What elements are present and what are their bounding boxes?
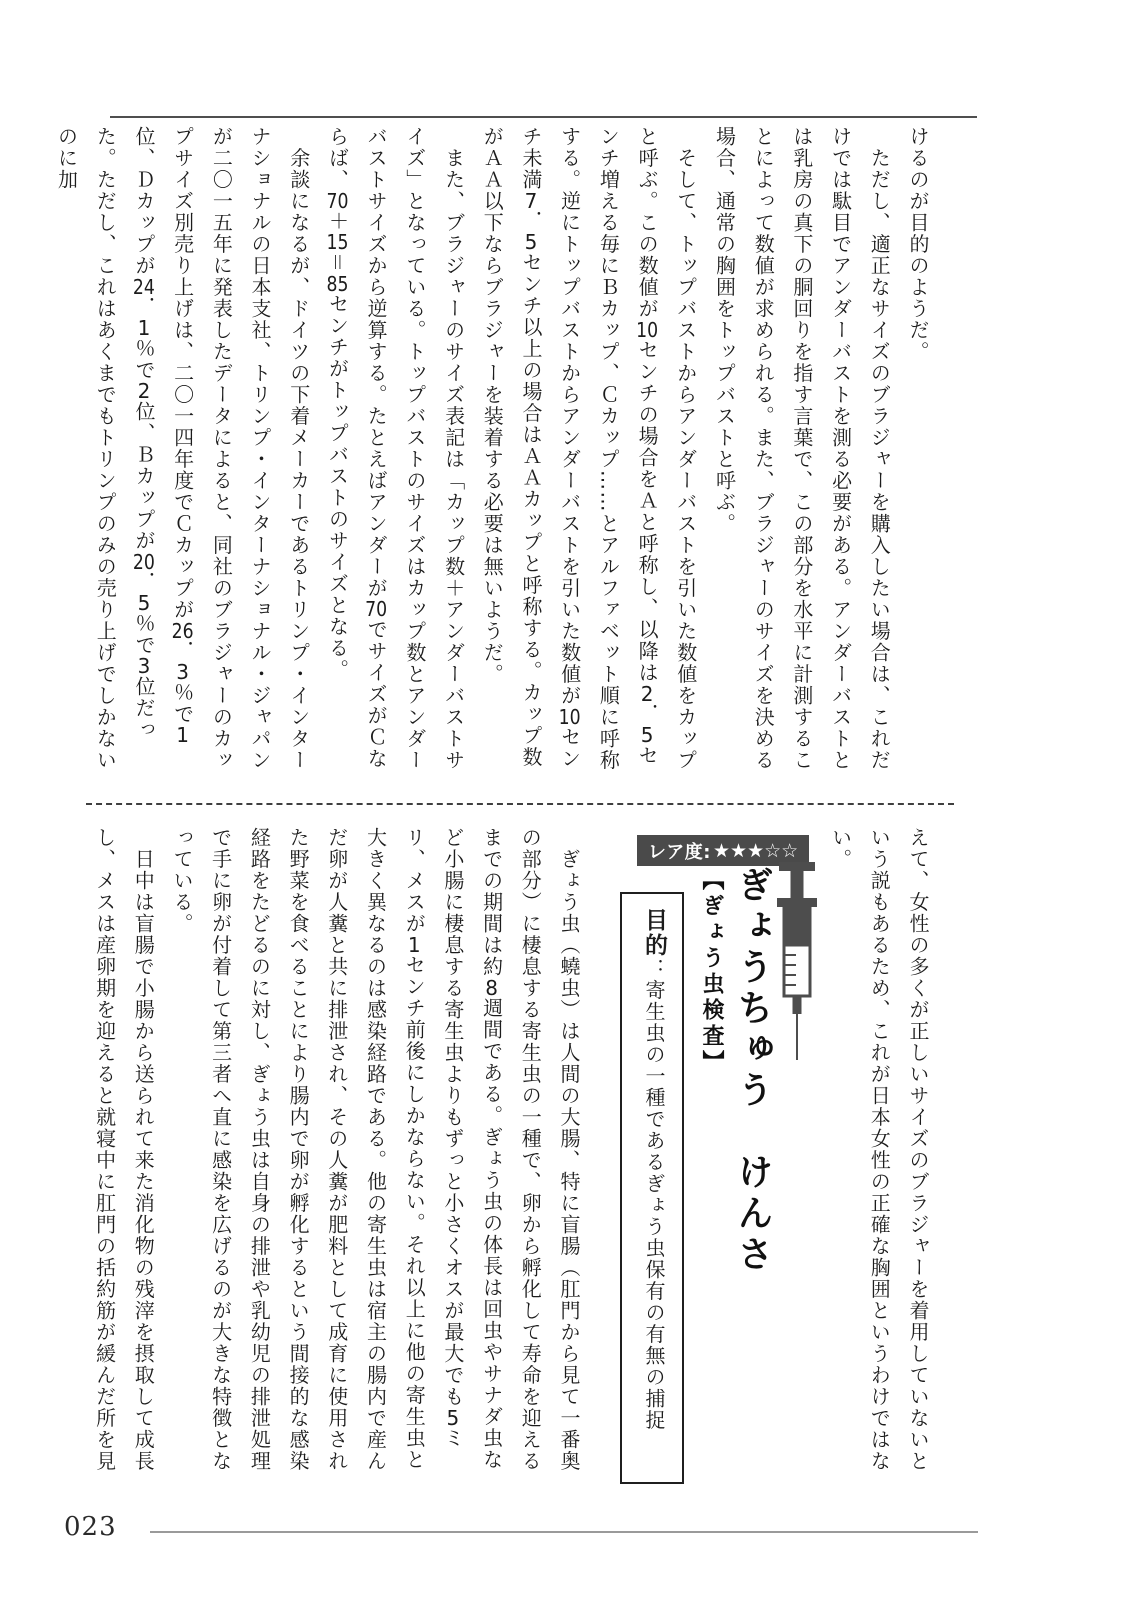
- top-rule: [110, 116, 977, 118]
- paragraph: 日中は盲腸で小腸から送られて来た消化物の残滓を摂取して成長し、メスは産卵期を迎えると就寝中に肛門の括約筋が緩んだ所を見: [92, 827, 156, 1472]
- purpose-box: [620, 892, 684, 1484]
- purpose-text: ：寄生虫の一種であるぎょう虫保有の有無の捕捉: [642, 958, 666, 1431]
- paragraph: ただし、適正なサイズのブラジャーを購入したい場合は、これだけでは駄目でアンダーバストを測る必要がある。アンダーバストとは乳房の真下の胴回りを指す言葉で、この部分を水平に計測することによって数値が求められる。また、ブラジャーのサイズを決める場合、通常の胸囲をトップバストと呼ぶ。: [712, 126, 892, 771]
- paragraph: けるのが目的のようだ。: [906, 126, 930, 363]
- paragraph: また、ブラジャーのサイズ表記は「カップ数＋アンダーバストサイズ」となっている。トップバストのサイズはカップ数とアンダーバストサイズから逆算する。たとえばアンダーが70でサイズがＣならば、70＋15＝85センチがトップバストのサイズとなる。: [325, 126, 466, 771]
- paragraph: えて、女性の多くが正しいサイズのブラジャーを着用していないという説もあるため、これが日本女性の正確な胸囲というわけではない。: [828, 827, 930, 1472]
- entry-body-text: [82, 827, 588, 1485]
- paragraph: 余談になるが、ドイツの下着メーカーであるトリンプ・インターナショナルの日本支社、トリンプ・インターナショナル・ジャパンが二〇一五年に発表したデータによると、同社のブラジャーのカップサイズ別売り上げは、二〇一四年度でＣカップが26．3％で1位、Ｄカップが24．1％で2位、Ｂカップが20．5％で3位だった。ただし、これはあくまでもトリンプのみの売り上げでしかないのに加: [54, 126, 311, 771]
- paragraph: ぎょう虫（蟯虫）は人間の大腸、特に盲腸（肛門から見て一番奥の部分）に棲息する寄生虫の一種で、卵から孵化して寿命を迎えるまでの期間は約8週間である。ぎょう虫の体長は回虫やサナダ虫など小腸に棲息する寄生虫よりもずっと小さくオスが最大でも5ミリ、メスが1センチ前後にしかならない。それ以上に他の寄生虫と大きく異なるのは感染経路である。他の寄生虫は宿主の腸内で産んだ卵が人糞と共に排泄され、その人糞が肥料として成育に使用された野菜を食べることにより腸内で卵が孵化するという間接的な感染経路をたどるのに対し、ぎょう虫は自身の排泄や乳幼児の排泄処理で手に卵が付着して第三者へ直に感染を広げるのが大きな特徴となっている。: [169, 827, 581, 1472]
- continuation-text: [815, 827, 937, 1484]
- rarity-stars: ★★★☆☆: [713, 839, 799, 862]
- page-number: 023: [64, 1512, 117, 1542]
- entry-subtitle: 【ぎょう虫検査】: [699, 868, 724, 1076]
- purpose-label: 目的: [641, 908, 667, 958]
- rarity-label: レア度:: [647, 841, 712, 863]
- footer-rule: [150, 1531, 978, 1533]
- syringe-icon: [774, 862, 820, 1062]
- paragraph: そして、トップバストからアンダーバストを引いた数値をカップと呼ぶ。この数値が10センチの場合をＡと呼称し、以降は2．5センチ増える毎にＢカップ、Ｃカップ……とアルファベット順に呼称する。逆にトップバストからアンダーバストを引いた数値が10センチ未満7．5センチ以上の場合はＡＡカップと呼称する。カップ数がＡＡ以下ならブラジャーを装着する必要は無いようだ。: [480, 126, 698, 771]
- section-divider: [86, 803, 954, 805]
- main-article-text: [54, 126, 937, 782]
- entry-title: ぎょうちゅう けんさ: [732, 866, 773, 1276]
